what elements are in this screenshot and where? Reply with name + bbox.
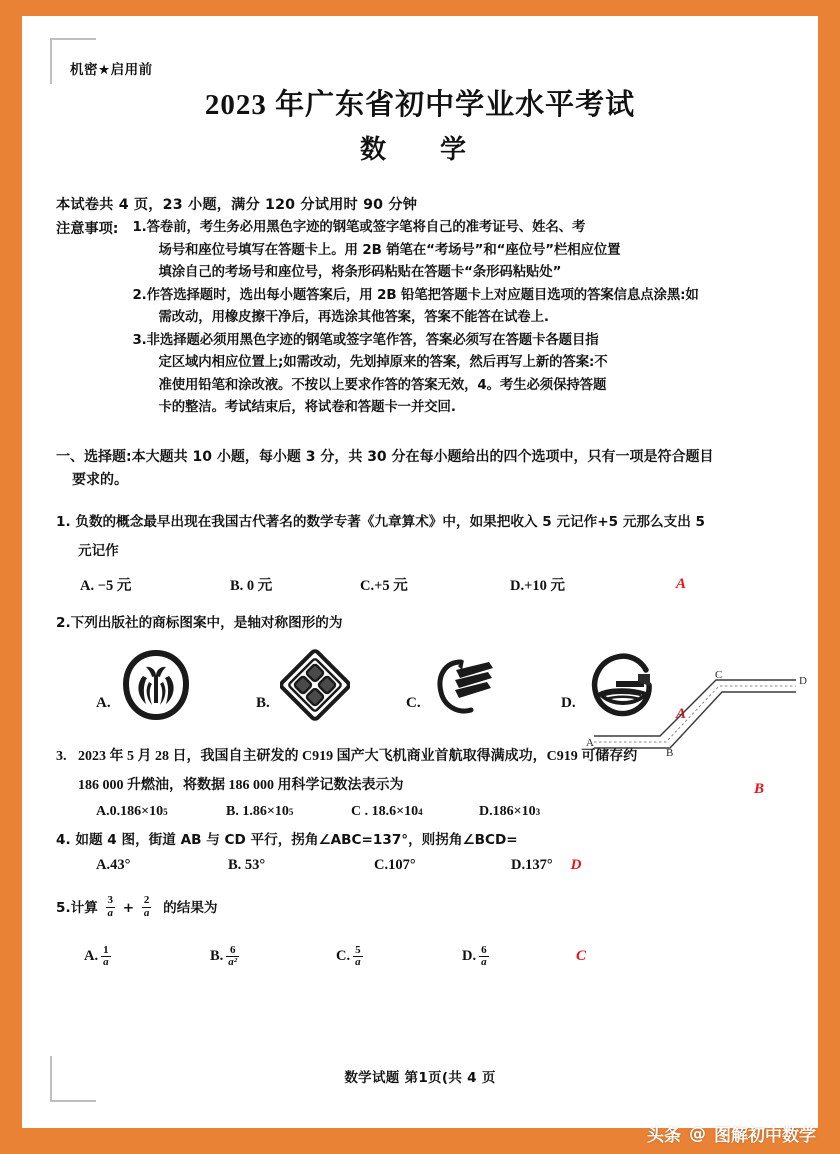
option-b[interactable]: B. 53° [228,856,266,873]
notice-label: 注意事项: [56,221,119,237]
option-letter-d: D. [561,694,576,711]
notice-line: 需改动，用橡皮擦干净后，再选涂其他答案，答案不能答在试卷上. [158,310,549,325]
notice-block [56,217,784,420]
fraction-2-over-a [142,895,152,920]
fraction-numerator: 6 [229,943,236,956]
notice-line: 准使用铅笔和涂改液。不按以上要求作答的答案无效，4。考生必须保持答题 [158,377,607,393]
option-d[interactable] [462,945,492,970]
notice-line: 定区域内相应位置上;如需改动，先划掉原来的答案，然后再写上新的答案:不 [158,355,608,370]
question-3-stem-cont: 186 000 升燃油，将数据 186 000 用科学记数法表示为 [78,777,404,793]
fraction-denominator: a [107,907,114,919]
question-3-stem: 2023 年 5 月 28 日，我国自主研发的 C919 国产大飞机商业首航取得满成功，C919 可储存约 [78,748,638,764]
question-2-stem: 下列出版社的商标图案中，是轴对称图形的为 [70,614,343,631]
section-heading [56,446,784,492]
question-5-prefix: 计算 [70,899,98,916]
fraction-numerator: 5 [355,943,361,956]
logo-option-c[interactable] [406,648,501,722]
answer-mark-q4: D [570,856,582,873]
fraction-numerator: 2 [143,894,150,907]
fraction-numerator: 3 [107,894,114,907]
option-d[interactable]: D.+10 元 [510,577,565,594]
option-a[interactable] [96,804,226,820]
section-heading-line1: 一、选择题:本大题共 10 小题，每小题 3 分，共 30 分在每小题给出的四个选项中，只有一项是符合题目 [56,448,714,465]
question-1-text-line1 [56,508,784,537]
fraction-numerator: 6 [481,943,487,956]
question-3-text-line2 [56,771,784,800]
option-b[interactable] [226,804,351,820]
option-a[interactable] [84,945,210,970]
option-d-fraction [479,945,489,970]
watermark-at-icon: @ [689,1123,706,1144]
question-5-text [56,894,784,923]
document-title-block [22,82,818,166]
question-2-number: 2. [56,614,71,631]
option-d-label: D.186×10 [479,803,536,819]
option-a-fraction [101,945,111,970]
answer-mark-q1: A [676,575,687,592]
subject-title: 数 学 [359,135,480,165]
option-c[interactable] [351,804,479,820]
question-2-text [56,609,784,638]
exam-paper-page [22,16,818,1128]
question-4-options [56,857,784,874]
fraction-numerator: 1 [103,943,109,956]
option-b-label: B. 1.86×10 [226,803,289,819]
question-1-options [56,574,784,595]
option-c-label: C . 18.6×10 [351,803,419,819]
question-3-number: 3. [56,748,67,764]
notice-lines [132,217,784,420]
fraction-denominator: a² [228,956,238,969]
option-c[interactable] [336,945,462,970]
watermark-account-name: 图解初中数学 [714,1126,816,1146]
question-4 [56,826,784,874]
notice-line: 2.作答选择题时，选出每小题答案后，用 2B 铅笔把答题卡上对应题目选项的答案信息点涂黑:如 [132,287,699,303]
question-4-number: 4. [56,831,71,848]
question-4-stem: 如题 4 图，街道 AB 与 CD 平行，拐角∠ABC=137°，则拐角∠BCD= [75,831,518,848]
fraction-denominator: a [143,907,150,919]
option-c[interactable]: C.107° [374,856,416,873]
option-d[interactable] [479,804,540,820]
page-footer: 数学试题 第1页(共 4 页 [344,1070,496,1086]
option-b-letter: B. [210,948,224,965]
option-c[interactable]: C.+5 元 [360,577,408,594]
notice-line: 场号和座位号填写在答题卡上。用 2B 销笔在“考场号”和“座位号”栏相应位置 [158,242,621,258]
street-label-a: A [586,737,594,749]
answer-mark-q2: A [676,705,687,722]
secret-mark: 机密★启用前 [70,62,153,78]
option-a[interactable]: A. −5 元 [80,577,132,594]
diamond-four-squares-icon [280,648,350,722]
watermark-branding [647,1121,816,1146]
sprout-hands-icon [121,648,191,722]
question-5-suffix: 的结果为 [163,899,218,916]
section-heading-line2: 要求的。 [72,471,128,488]
answer-mark-q5: C [576,948,587,965]
question-4-text [56,826,784,855]
logo-option-b[interactable] [256,648,350,722]
option-a-label: A.0.186×10 [96,803,164,819]
question-5 [56,894,784,970]
notice-line: 1.答卷前，考生务必用黑色字迹的钢笔或签字笔将自己的准考证号、姓名、考 [132,220,586,235]
option-b[interactable]: B. 0 元 [230,577,273,594]
exam-body [56,194,784,969]
option-b[interactable] [210,945,336,970]
option-letter-b: B. [256,694,270,711]
fraction-3-over-a [106,895,116,920]
option-c-fraction [353,945,363,970]
option-d-letter: D. [462,948,477,965]
option-letter-a: A. [96,694,111,711]
option-c-exponent: 4 [418,806,423,817]
option-d-exponent: 3 [535,806,541,817]
notice-line: 3.非选择题必须用黑色字迹的钢笔或签字笔作答，答案必须写在答题卡各题目指 [132,332,599,348]
fraction-denominator: a [481,956,487,969]
option-a[interactable]: A.43° [96,856,131,873]
page-title: 2023 年广东省初中学业水平考试 [204,89,636,121]
notice-line: 填涂自己的考场号和座位号，将条形码粘贴在答题卡“条形码粘贴处” [158,265,562,280]
option-letter-c: C. [406,694,421,711]
street-label-b: B [666,747,674,759]
option-a-letter: A. [84,948,99,965]
logo-option-a[interactable] [96,648,191,722]
question-1-number: 1. [56,513,71,530]
option-b-exponent: 5 [288,806,294,817]
question-1-stem: 负数的概念最早出现在我国古代著名的数学专著《九章算术》中，如果把收入 5 元记作+5 元那么支出 5 [75,513,705,530]
option-b-fraction [226,945,239,970]
question-3-options [56,804,784,820]
question-5-options [56,945,784,970]
street-label-d: D [799,675,807,687]
option-c-letter: C. [336,948,351,965]
fraction-denominator: a [103,956,109,969]
question-5-number: 5. [56,899,71,916]
exam-info-line: 本试卷共 4 页，23 小题，满分 120 分试用时 90 分钟 [56,197,418,213]
street-label-c: C [715,669,723,681]
option-d[interactable]: D.137° [511,856,553,873]
question-1-text-line2: 元记作 [78,542,119,559]
swoosh-pages-icon [431,648,501,722]
plus-operator: + [122,899,135,916]
watermark-platform: 头条 [647,1126,681,1146]
answer-mark-q3: B [754,780,765,797]
notice-line: 卡的整洁。考试结束后，将试卷和答题卡一并交回. [158,400,456,415]
question-1 [56,508,784,595]
fraction-denominator: a [355,956,361,969]
parallel-streets-diagram [576,664,812,760]
option-a-exponent: 5 [163,806,168,817]
